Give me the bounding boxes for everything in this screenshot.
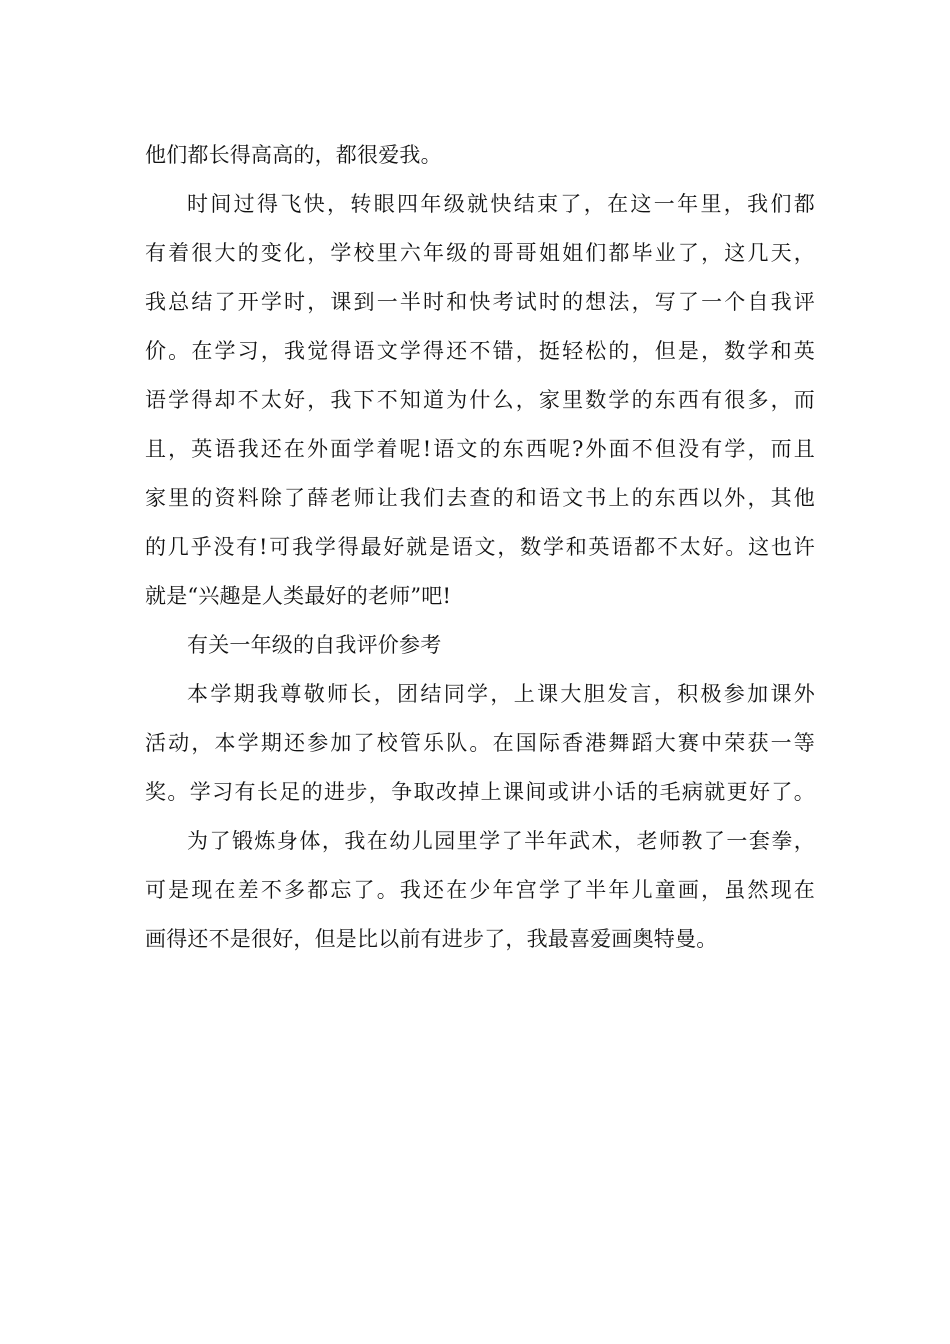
text-line: 且，英语我还在外面学着呢!语文的东西呢?外面不但没有学，而且 xyxy=(145,437,815,461)
text-line: 时间过得飞快，转眼四年级就快结束了，在这一年里，我们都 xyxy=(187,192,815,216)
text-line: 活动，本学期还参加了校管乐队。在国际香港舞蹈大赛中荣获一等 xyxy=(145,731,815,755)
text-line: 价。在学习，我觉得语文学得还不错，挺轻松的，但是，数学和英 xyxy=(145,339,815,363)
text-line: 语学得却不太好，我下不知道为什么，家里数学的东西有很多，而 xyxy=(145,388,815,412)
document-body xyxy=(145,131,815,964)
text-line: 的几乎没有!可我学得最好就是语文，数学和英语都不太好。这也许 xyxy=(145,535,815,559)
text-line: 我总结了开学时，课到一半时和快考试时的想法，写了一个自我评 xyxy=(145,290,815,314)
text-line: 画得还不是很好，但是比以前有进步了，我最喜爱画奥特曼。 xyxy=(145,927,718,951)
text-line: 本学期我尊敬师长，团结同学，上课大胆发言，积极参加课外 xyxy=(187,682,815,706)
text-line: 有着很大的变化，学校里六年级的哥哥姐姐们都毕业了，这几天， xyxy=(145,241,815,265)
text-line: 家里的资料除了薛老师让我们去查的和语文书上的东西以外，其他 xyxy=(145,486,815,510)
text-line: 可是现在差不多都忘了。我还在少年宫学了半年儿童画，虽然现在 xyxy=(145,878,815,902)
text-line: 就是“兴趣是人类最好的老师”吧! xyxy=(145,584,452,608)
text-line: 奖。学习有长足的进步，争取改掉上课间或讲小话的毛病就更好了。 xyxy=(145,780,815,804)
text-line: 有关一年级的自我评价参考 xyxy=(187,633,442,657)
text-line: 他们都长得高高的，都很爱我。 xyxy=(145,143,442,167)
text-line: 为了锻炼身体，我在幼儿园里学了半年武术，老师教了一套拳， xyxy=(187,829,815,853)
